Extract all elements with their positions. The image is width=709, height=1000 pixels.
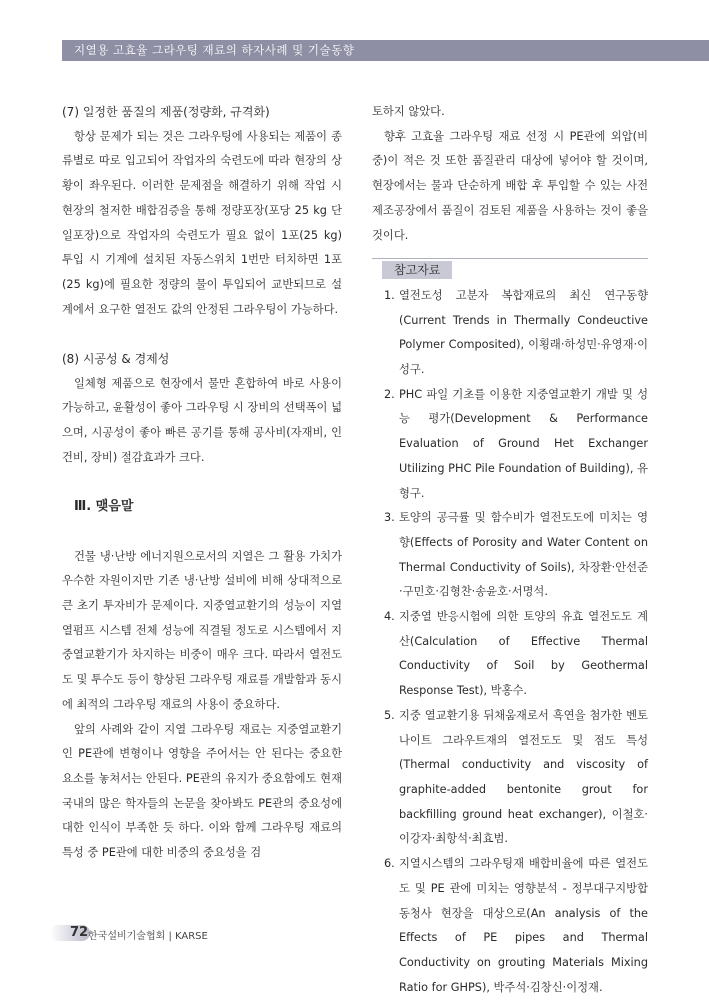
- reference-item: 6. 지열시스템의 그라우팅재 배합비율에 따른 열전도도 및 PE 관에 미치는 영향분석 - 정부대구지방합동청사 현장을 대상으로(An analysis of the Effects of PE pipes and Thermal Conductivity on grouting Materials Mixing Ratio for GHPS), 박주석·김창신·이정재.: [384, 857, 648, 994]
- reference-item: 2. PHC 파일 기초를 이용한 지중열교환기 개발 및 성능 평가(Development & Performance Evaluation of Ground Het Exchanger Utilizing PHC Pile Foundation of Building), 유형구.: [384, 387, 648, 500]
- reference-divider: [372, 258, 648, 259]
- publisher-name: 한국설비기술협회 | KARSE: [88, 931, 208, 942]
- conclusion-paragraph-2: 앞의 사례와 같이 지열 그라우팅 재료는 지중열교환기인 PE관에 변형이나 영향을 주어서는 안 된다는 중요한 요소를 놓쳐서는 안된다. PE관의 유지가 중요함에도 현재 국내의 많은 학자들의 논문을 찾아봐도 PE관의 중요성에 대한 인식이 부족한 듯 하다. 이와 함께 그라우팅 재료의 특성 중 PE관에 대한 비중의 중요성을 검: [62, 722, 342, 860]
- section-8-body: 일체형 제품으로 현장에서 물만 혼합하여 바로 사용이 가능하고, 윤활성이 좋아 그라우팅 시 장비의 선택폭이 넓으며, 시공성이 좋아 빠른 공기를 통해 공사비(자재비, 인건비, 장비) 절감효과가 크다.: [62, 376, 342, 464]
- header-bar: [62, 40, 709, 61]
- reference-item: 4. 지중열 반응시험에 의한 토양의 유효 열전도도 계산(Calculation of Effective Thermal Conductivity of Soil by Geothermal Response Test), 박홍수.: [384, 610, 648, 698]
- reference-item: 3. 토양의 공극률 및 함수비가 열전도도에 미치는 영향(Effects of Porosity and Water Content on Thermal Conductivity of Soils), 차장환·안선준·구민호·김형찬·송윤호·서명석.: [384, 511, 648, 599]
- section-7-body: 항상 문제가 되는 것은 그라우팅에 사용되는 제품이 종류별로 따로 입고되어 작업자의 숙련도에 따라 현장의 상황이 좌우된다. 이러한 문제점을 해결하기 위해 작업 시 현장의 철저한 배합검증을 통해 정량포장(포당 25 kg 단일포장)으로 작업자의 숙련도가 필요 없이 1포(25 kg) 투입 시 기계에 설치된 자동스위치 1번만 터치하면 1포(25 kg)에 필요한 정량의 물이 투입되어 교반되므로 설계에서 요구한 열전도 값의 안정된 그라우팅이 가능하다.: [62, 129, 342, 316]
- reference-item: 5. 지중 열교환기용 뒤채움재로서 흑연을 첨가한 벤토나이트 그라우트재의 열전도도 및 점도 특성(Thermal conductivity and viscosity of graphite-added bentonite grout for backfilling ground heat exchanger), 이철호·이강자·최항석·최효범.: [384, 708, 648, 846]
- section-7-title: (7) 일정한 품질의 제품(정량화, 규격화): [62, 105, 270, 119]
- section-8-title: (8) 시공성 & 경제성: [62, 352, 170, 367]
- running-header: 지열용 고효율 그라우팅 재료의 하자사례 및 기술동향: [74, 43, 355, 57]
- page-number: 72: [70, 925, 89, 940]
- left-column: [62, 100, 342, 866]
- reference-item: 1. 열전도성 고분자 복합재료의 최신 연구동향(Current Trends in Thermally Condeuctive Polymer Composited), 이횡래·하성민·유영재·이성구.: [384, 288, 648, 377]
- section-3-title: Ⅲ. 맺음말: [74, 499, 134, 515]
- recommendation-paragraph: 향후 고효율 그라우팅 재료 선정 시 PE관에 외압(비중)이 적은 것 또한 품질관리 대상에 넣어야 할 것이며, 현장에서는 물과 단순하게 배합 후 투입할 수 있는 사전 제조공장에서 품질이 검토된 제품을 사용하는 것이 좋을 것이다.: [372, 129, 648, 242]
- continued-text: 토하지 않았다.: [372, 105, 445, 118]
- conclusion-paragraph-1: 건물 냉·난방 에너지원으로서의 지열은 그 활용 가치가 우수한 자원이지만 기존 냉·난방 설비에 비해 상대적으로 큰 초기 투자비가 문제이다. 지중열교환기의 성능이 지열 열펌프 시스템 전체 성능에 직결될 정도로 시스템에서 지중열교환기가 차지하는 비중이 매우 크다. 따라서 열전도도 및 투수도 등이 향상된 그라우팅 재료를 개발함과 동시에 최적의 그라우팅 재료의 사용이 중요하다.: [62, 549, 342, 711]
- reference-list: [372, 284, 648, 1000]
- page-footer: [50, 925, 208, 942]
- right-column: [372, 100, 648, 1000]
- references-heading: 참고자료: [382, 261, 452, 279]
